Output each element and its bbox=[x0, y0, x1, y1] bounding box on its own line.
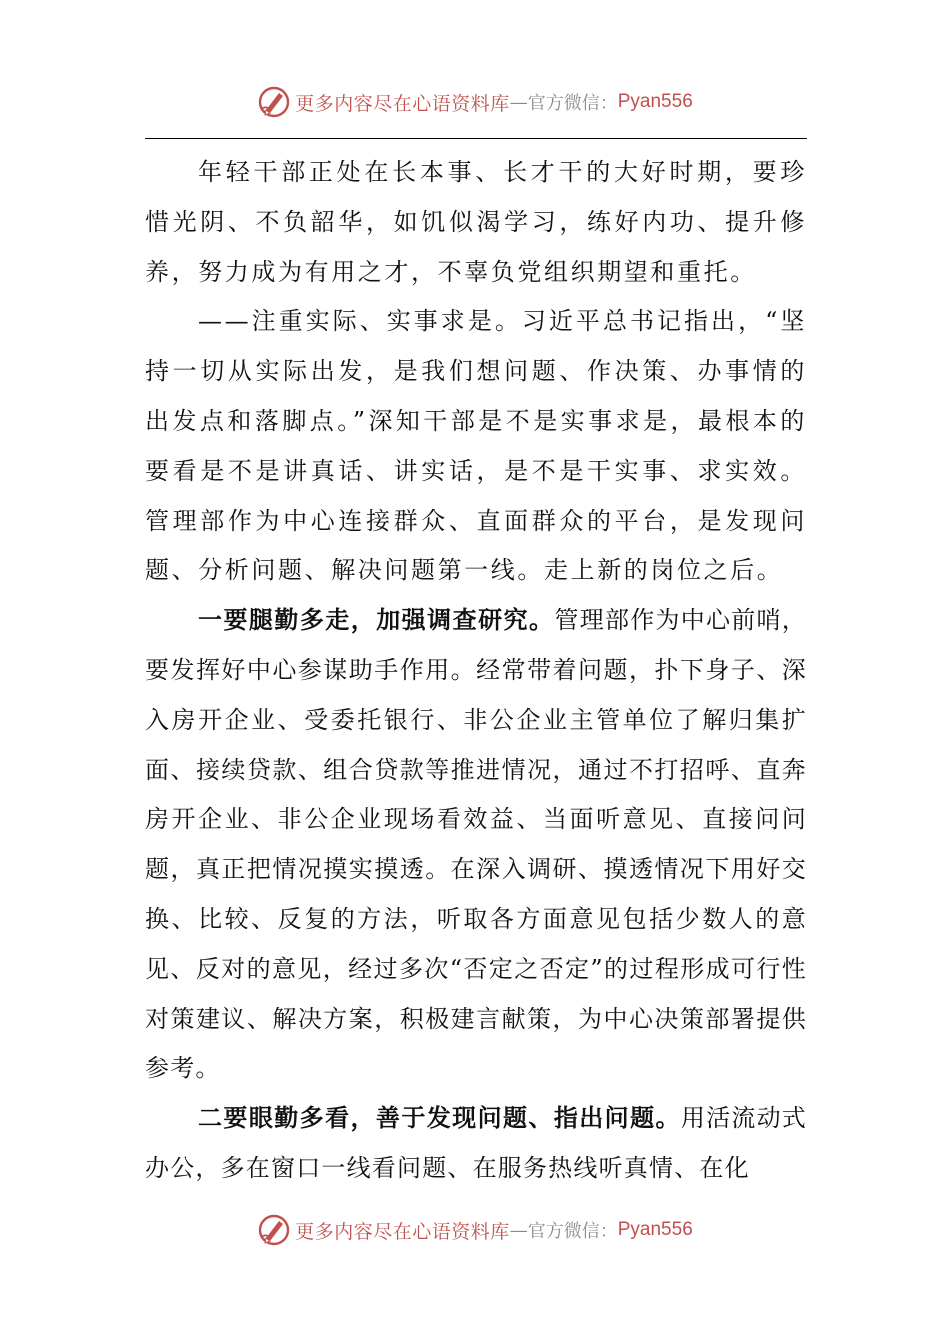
paragraph-text: 管理部作为中心前哨，要发挥好中心参谋助手作用。经常带着问题，扑下身子、深入房开企业、受委托银行、非公企业主管单位了解归集扩面、接续贷款、组合贷款等推进情况，通过不打招呼、直奔房开企业、非公企业现场看效益、当面听意见、直接问问题，真正把情况摸实摸透。在深入调研、摸透情况下用好交换、比较、反复的方法，听取各方面意见包括少数人的意见、反对的意见，经过多次“否定之否定”的过程形成可行性对策建议、解决方案，积极建言献策，为中心决策部署提供参考。 bbox=[145, 606, 807, 1083]
banner-wechat-handle: Pyan556 bbox=[617, 1219, 693, 1240]
header-divider bbox=[145, 138, 807, 139]
banner-wechat-label: 官方微信： bbox=[527, 1221, 618, 1242]
footer-watermark-banner bbox=[0, 1210, 950, 1250]
paragraph-4 bbox=[145, 1094, 807, 1194]
paragraph-2 bbox=[145, 297, 807, 596]
paragraph-heading: 一要腿勤多走，加强调查研究。 bbox=[198, 606, 555, 635]
banner-wechat-handle: Pyan556 bbox=[617, 91, 693, 112]
paragraph-1 bbox=[145, 148, 807, 297]
banner-brand-text: 更多内容尽在心语资料库 bbox=[295, 1220, 510, 1243]
paragraph-text: ——注重实际、实事求是。习近平总书记指出，“坚持一切从实际出发，是我们想问题、作决策、办事情的出发点和落脚点。”深知干部是不是实事求是，最根本的要看是不是讲真话、讲实话，是不是干实事、求实效。管理部作为中心连接群众、直面群众的平台，是发现问题、分析问题、解决问题第一线。走上新的岗位之后。 bbox=[145, 307, 807, 585]
document-body bbox=[145, 148, 807, 1194]
paragraph-heading: 二要眼勤多看，善于发现问题、指出问题。 bbox=[198, 1104, 681, 1133]
header-watermark-banner bbox=[0, 82, 950, 122]
banner-brand-text: 更多内容尽在心语资料库 bbox=[295, 92, 510, 115]
paragraph-3 bbox=[145, 596, 807, 1094]
pen-logo-icon bbox=[257, 85, 291, 119]
paragraph-text: 用活流动式办公，多在窗口一线看问题、在服务热线听真情、在化 bbox=[145, 1104, 807, 1182]
paragraph-text: 年轻干部正处在长本事、长才干的大好时期，要珍惜光阴、不负韶华，如饥似渴学习，练好内功、提升修养，努力成为有用之才，不辜负党组织期望和重托。 bbox=[145, 158, 807, 286]
banner-separator: — bbox=[509, 91, 528, 113]
banner-separator: — bbox=[509, 1219, 528, 1241]
pen-logo-icon bbox=[257, 1213, 291, 1247]
banner-wechat-label: 官方微信： bbox=[527, 93, 618, 114]
